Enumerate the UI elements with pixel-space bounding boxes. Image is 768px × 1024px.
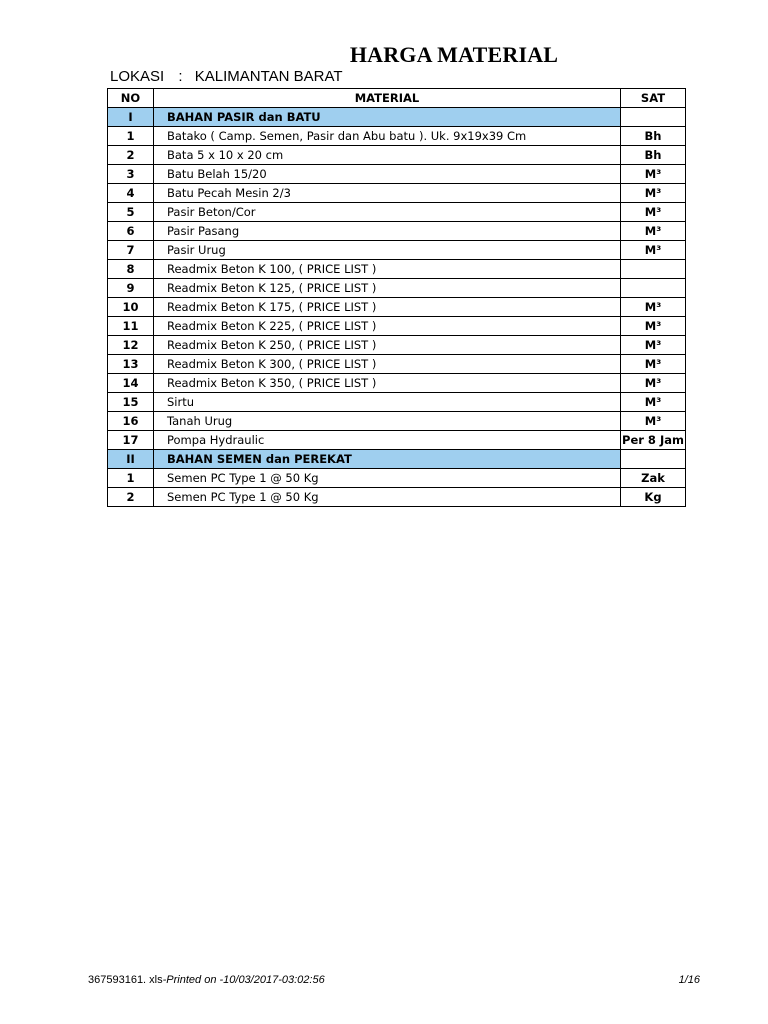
table-row bbox=[108, 317, 686, 336]
table-row bbox=[108, 260, 686, 279]
table-row bbox=[108, 298, 686, 317]
page-title: HARGA MATERIAL bbox=[349, 42, 559, 67]
table-body bbox=[108, 108, 686, 507]
table-row bbox=[108, 127, 686, 146]
table-row bbox=[108, 146, 686, 165]
row-number: 14 bbox=[108, 374, 154, 393]
row-number: 10 bbox=[108, 298, 154, 317]
section-row bbox=[108, 108, 686, 127]
row-number: 17 bbox=[108, 431, 154, 450]
header-no: NO bbox=[108, 89, 154, 108]
table-row bbox=[108, 393, 686, 412]
row-material: Readmix Beton K 125, ( PRICE LIST ) bbox=[154, 279, 621, 298]
row-number: 2 bbox=[108, 488, 154, 507]
row-material: Batu Belah 15/20 bbox=[154, 165, 621, 184]
location-line bbox=[110, 68, 343, 85]
table-row bbox=[108, 165, 686, 184]
row-number: 12 bbox=[108, 336, 154, 355]
table-row bbox=[108, 184, 686, 203]
row-material: Pasir Pasang bbox=[154, 222, 621, 241]
section-title: BAHAN PASIR dan BATU bbox=[154, 108, 621, 127]
row-unit: Kg bbox=[621, 488, 686, 507]
table-row bbox=[108, 469, 686, 488]
section-title: BAHAN SEMEN dan PEREKAT bbox=[154, 450, 621, 469]
row-number: 4 bbox=[108, 184, 154, 203]
table-row bbox=[108, 203, 686, 222]
table-row bbox=[108, 222, 686, 241]
row-number: 7 bbox=[108, 241, 154, 260]
row-unit: M³ bbox=[621, 165, 686, 184]
row-unit: M³ bbox=[621, 184, 686, 203]
row-material: Semen PC Type 1 @ 50 Kg bbox=[154, 469, 621, 488]
row-material: Bata 5 x 10 x 20 cm bbox=[154, 146, 621, 165]
row-unit: M³ bbox=[621, 203, 686, 222]
row-number: 9 bbox=[108, 279, 154, 298]
location-separator: : bbox=[178, 68, 183, 85]
row-unit: M³ bbox=[621, 317, 686, 336]
section-sat-cell bbox=[621, 108, 686, 127]
row-unit: M³ bbox=[621, 336, 686, 355]
location-value: KALIMANTAN BARAT bbox=[194, 68, 343, 85]
row-unit: M³ bbox=[621, 412, 686, 431]
section-number: II bbox=[108, 450, 154, 469]
row-number: 11 bbox=[108, 317, 154, 336]
section-sat-cell bbox=[621, 450, 686, 469]
table-row bbox=[108, 412, 686, 431]
row-unit: M³ bbox=[621, 374, 686, 393]
row-material: Batako ( Camp. Semen, Pasir dan Abu batu ). Uk. 9x19x39 Cm bbox=[154, 127, 621, 146]
material-table bbox=[107, 88, 686, 507]
row-unit bbox=[621, 260, 686, 279]
row-material: Readmix Beton K 300, ( PRICE LIST ) bbox=[154, 355, 621, 374]
table-row bbox=[108, 336, 686, 355]
row-unit: Bh bbox=[621, 146, 686, 165]
table-row bbox=[108, 279, 686, 298]
row-number: 6 bbox=[108, 222, 154, 241]
row-unit bbox=[621, 279, 686, 298]
row-material: Pasir Beton/Cor bbox=[154, 203, 621, 222]
row-number: 13 bbox=[108, 355, 154, 374]
row-material: Readmix Beton K 250, ( PRICE LIST ) bbox=[154, 336, 621, 355]
table-row bbox=[108, 241, 686, 260]
row-unit: M³ bbox=[621, 298, 686, 317]
footer-page-number: 1/16 bbox=[678, 974, 700, 986]
row-material: Readmix Beton K 100, ( PRICE LIST ) bbox=[154, 260, 621, 279]
row-unit: M³ bbox=[621, 355, 686, 374]
section-row bbox=[108, 450, 686, 469]
row-number: 3 bbox=[108, 165, 154, 184]
section-number: I bbox=[108, 108, 154, 127]
row-unit: Zak bbox=[621, 469, 686, 488]
header-sat: SAT bbox=[621, 89, 686, 108]
row-number: 2 bbox=[108, 146, 154, 165]
table-row bbox=[108, 374, 686, 393]
row-material: Batu Pecah Mesin 2/3 bbox=[154, 184, 621, 203]
footer-print-info bbox=[88, 974, 325, 986]
row-material: Pompa Hydraulic bbox=[154, 431, 621, 450]
footer-printed: -Printed on -10/03/2017-03:02:56 bbox=[162, 974, 325, 986]
table-row bbox=[108, 488, 686, 507]
row-material: Semen PC Type 1 @ 50 Kg bbox=[154, 488, 621, 507]
row-unit: Per 8 Jam bbox=[621, 431, 686, 450]
row-material: Pasir Urug bbox=[154, 241, 621, 260]
location-label: LOKASI bbox=[110, 68, 165, 85]
table-row bbox=[108, 355, 686, 374]
row-number: 5 bbox=[108, 203, 154, 222]
table-row bbox=[108, 431, 686, 450]
row-material: Sirtu bbox=[154, 393, 621, 412]
table-header-row bbox=[108, 89, 686, 108]
row-material: Readmix Beton K 350, ( PRICE LIST ) bbox=[154, 374, 621, 393]
row-material: Readmix Beton K 225, ( PRICE LIST ) bbox=[154, 317, 621, 336]
row-number: 1 bbox=[108, 469, 154, 488]
row-number: 16 bbox=[108, 412, 154, 431]
row-unit: M³ bbox=[621, 393, 686, 412]
row-number: 15 bbox=[108, 393, 154, 412]
row-material: Readmix Beton K 175, ( PRICE LIST ) bbox=[154, 298, 621, 317]
row-number: 8 bbox=[108, 260, 154, 279]
row-unit: M³ bbox=[621, 222, 686, 241]
row-number: 1 bbox=[108, 127, 154, 146]
header-material: MATERIAL bbox=[154, 89, 621, 108]
row-material: Tanah Urug bbox=[154, 412, 621, 431]
row-unit: Bh bbox=[621, 127, 686, 146]
footer-filename: 367593161. xls bbox=[88, 974, 163, 986]
row-unit: M³ bbox=[621, 241, 686, 260]
print-footer bbox=[88, 974, 700, 986]
